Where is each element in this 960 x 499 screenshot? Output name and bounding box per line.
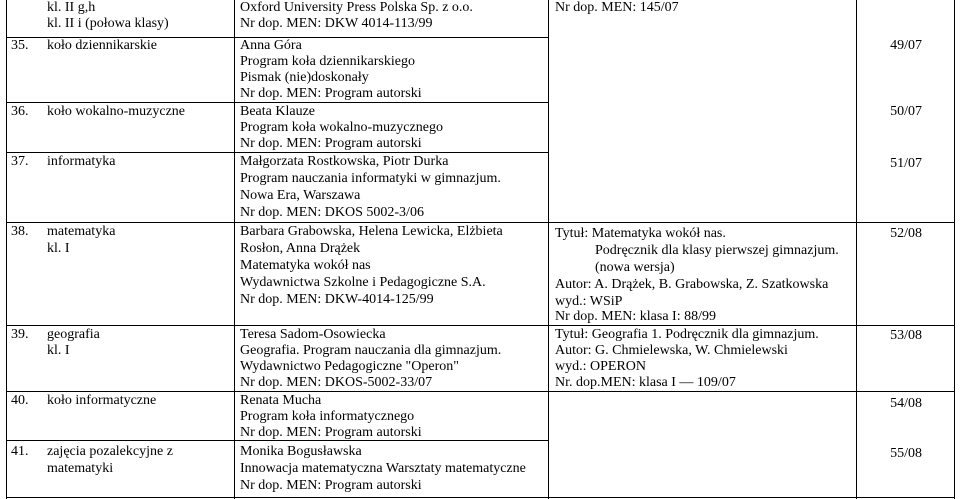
registry-number: 55/08 <box>890 446 922 461</box>
program-line: Program nauczania informatyki w gimnazjum. <box>240 171 501 186</box>
subject-name: geografia <box>47 327 100 342</box>
registry-number: 49/07 <box>890 38 922 53</box>
row-divider <box>548 222 954 223</box>
subject-name: koło wokalno-muzyczne <box>47 104 186 119</box>
column-divider <box>6 0 7 499</box>
program-line: Wydawnictwa Szkolne i Pedagogiczne S.A. <box>240 275 486 290</box>
program-line: Program koła informatycznego <box>240 409 415 424</box>
row-divider <box>6 497 954 498</box>
textbook-line: Tytuł: Geografia 1. Podręcznik dla gimnazjum. <box>555 327 819 342</box>
textbook-line: wyd.: WSiP <box>555 294 623 309</box>
registry-number: 50/07 <box>890 104 922 119</box>
program-line: Pismak (nie)doskonały <box>240 70 369 85</box>
program-line: Matematyka wokół nas <box>240 258 371 273</box>
row-divider <box>548 391 954 392</box>
program-line: Wydawnictwo Pedagogiczne "Operon" <box>240 359 459 374</box>
textbook-line: Nr dop. MEN: klasa I: 88/99 <box>555 309 716 324</box>
column-divider <box>548 0 549 499</box>
program-line: Nr dop. MEN: DKOS-5002-33/07 <box>240 375 433 390</box>
textbook-line: wyd.: OPERON <box>555 359 647 374</box>
subject-name: zajęcia pozalekcyjne z <box>47 444 173 459</box>
row-number: 40. <box>11 393 29 408</box>
subject-class: kl. I <box>47 343 70 358</box>
subject-name: koło dziennikarskie <box>47 38 158 53</box>
subject-name: koło informatyczne <box>47 393 157 408</box>
row-class: kl. II g,h <box>47 0 96 15</box>
row-divider <box>6 102 548 103</box>
program-line: Innowacja matematyczna Warsztaty matematyczne <box>240 461 526 476</box>
program-line: Nr dop. MEN: Program autorski <box>240 86 422 101</box>
textbook-line: Nr. dop.MEN: klasa I — 109/07 <box>555 375 736 390</box>
row-number: 38. <box>11 224 29 239</box>
column-divider <box>856 0 857 499</box>
program-line: Nr dop. MEN: Program autorski <box>240 478 422 493</box>
program-line: Monika Bogusławska <box>240 444 362 459</box>
registry-number: 53/08 <box>890 328 922 343</box>
program-line: Nr dop. MEN: Program autorski <box>240 136 422 151</box>
row-number: 36. <box>11 104 29 119</box>
program-line: Geografia. Program nauczania dla gimnazjum. <box>240 343 502 358</box>
registry-number: 51/07 <box>890 156 922 171</box>
subject-name: informatyka <box>47 154 116 169</box>
program-line: Małgorzata Rostkowska, Piotr Durka <box>240 154 449 169</box>
textbook-line: Autor: A. Drążek, B. Grabowska, Z. Szatkowska <box>555 277 829 292</box>
program-line: Renata Mucha <box>240 393 322 408</box>
registry-number: 52/08 <box>890 226 922 241</box>
program-line: Nr dop. MEN: Program autorski <box>240 425 422 440</box>
textbook-line: Tytuł: Matematyka wokół nas. <box>555 226 726 241</box>
column-divider <box>234 0 235 499</box>
program-line: Nr dop. MEN: DKOS 5002-3/06 <box>240 205 424 220</box>
row-number: 41. <box>11 444 29 459</box>
row-divider <box>548 325 954 326</box>
subject-name: matematyka <box>47 224 116 239</box>
program-line: Teresa Sadom-Osowiecka <box>240 327 386 342</box>
textbook-line: Nr dop. MEN: 145/07 <box>555 0 679 15</box>
program-line: Program koła dziennikarskiego <box>240 54 415 69</box>
program-line: Program koła wokalno-muzycznego <box>240 120 443 135</box>
program-line: Nr dop. MEN: DKW 4014-113/99 <box>240 16 433 31</box>
subject-name: matematyki <box>47 461 114 476</box>
program-line: Rosłon, Anna Drążek <box>240 241 361 256</box>
row-divider <box>6 152 548 153</box>
program-line: Oxford University Press Polska Sp. z o.o. <box>240 0 473 15</box>
row-divider <box>6 325 548 326</box>
row-number: 37. <box>11 154 29 169</box>
textbook-line: Autor: G. Chmielewska, W. Chmielewski <box>555 343 788 358</box>
program-line: Barbara Grabowska, Helena Lewicka, Elżbieta <box>240 224 503 239</box>
row-divider <box>6 391 548 392</box>
program-line: Nr dop. MEN: DKW-4014-125/99 <box>240 292 434 307</box>
row-number: 35. <box>11 38 29 53</box>
subject-class: kl. I <box>47 241 70 256</box>
program-line: Nowa Era, Warszawa <box>240 188 361 203</box>
column-divider <box>954 0 955 499</box>
program-line: Anna Góra <box>240 38 302 53</box>
registry-number: 54/08 <box>890 396 922 411</box>
row-divider <box>6 222 548 223</box>
textbook-line: Podręcznik dla klasy pierwszej gimnazjum. <box>595 243 839 258</box>
row-class: kl. II i (połowa klasy) <box>47 16 169 31</box>
row-number: 39. <box>11 327 29 342</box>
textbook-line: (nowa wersja) <box>595 260 675 275</box>
program-line: Beata Klauze <box>240 104 316 119</box>
